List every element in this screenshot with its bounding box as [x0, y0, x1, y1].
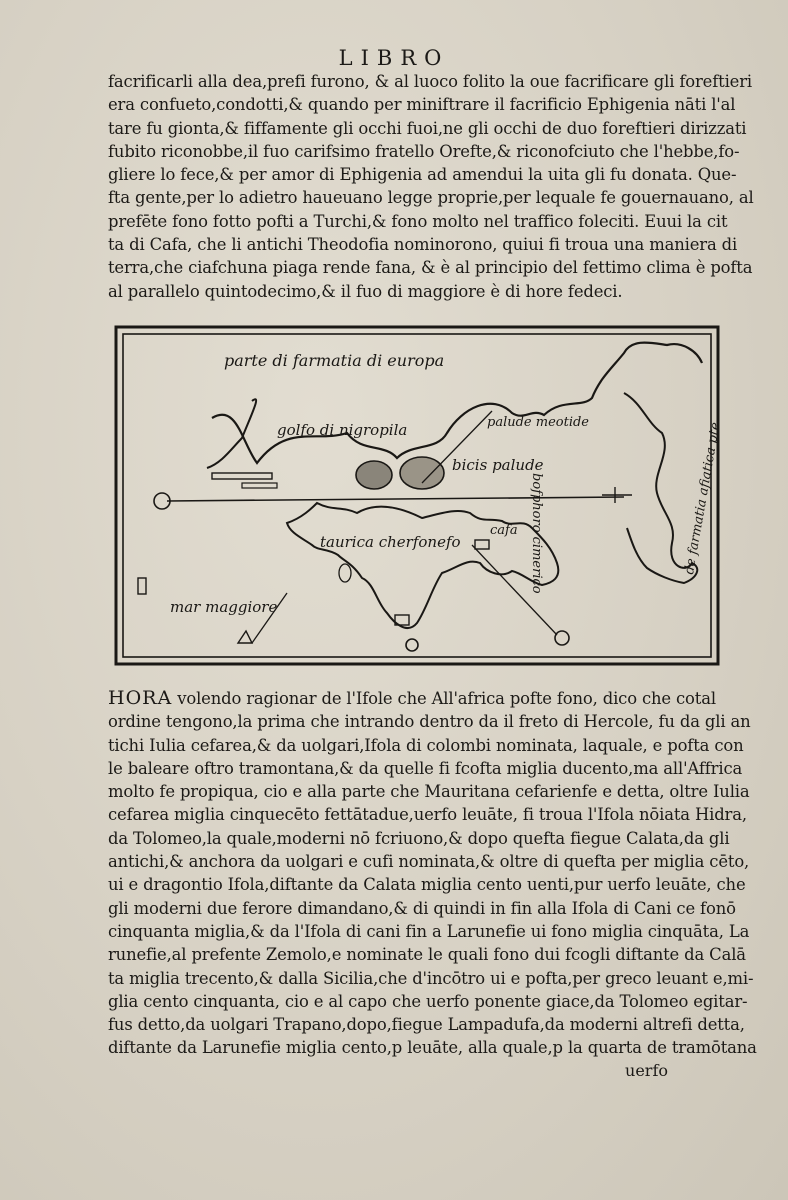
text-line: diftante da Larunefie miglia cento,p leuāte, alla quale,p la quarta de tramōtana: [108, 1038, 757, 1058]
text-line: [108, 687, 718, 710]
text-line: ordine tengono,la prima che intrando dentro da il freto di Hercole, fu da gli an: [108, 712, 751, 732]
text-line: fus detto,da uolgari Trapano,dopo,fiegue Lampadufa,da moderni altrefi detta,: [108, 1015, 745, 1035]
text-line: runefie,al prefente Zemolo,e nominate le quali fono dui fcogli diftante da Calā: [108, 945, 746, 965]
text-line-rest: volendo ragionar de l'Ifole che All'africa pofte fono, dico che cotal: [172, 689, 716, 708]
text-line: cinquanta miglia,& da l'Ifola di cani fin a Larunefie ui fono miglia cinquāta, La: [108, 921, 750, 941]
text-line: gliere lo fece,& per amor di Ephigenia ad amendui la uita gli fu donata. Que-: [108, 165, 737, 185]
catchword: uerfo: [625, 1060, 668, 1080]
label-sarmatia-europa: parte di farmatia di europa: [224, 351, 445, 370]
text-line: ui e dragontio Ifola,diftante da Calata miglia cento uenti,pur uerfo leuāte, che: [108, 875, 746, 895]
text-line: antichi,& anchora da uolgari e cufi nominata,& oltre di quefta per miglia cēto,: [108, 852, 750, 872]
label-mar-maggiore: mar maggiore: [170, 598, 278, 616]
text-line: terra,che ciafchuna piaga rende fana, & è al principio del fettimo clima è pofta: [108, 258, 753, 278]
label-taurica: taurica cherfonefo: [320, 533, 461, 551]
running-head: LIBRO: [338, 46, 450, 70]
label-golfo: golfo di nigropila: [277, 421, 408, 439]
text-line: fubito riconobbe,il fuo carifsimo fratello Orefte,& riconofciuto che l'hebbe,fo-: [108, 141, 740, 161]
paragraph-lower: [108, 687, 757, 1082]
text-line: al parallelo quintodecimo,& il fuo di maggiore è di hore fedeci.: [108, 281, 623, 301]
text-line: cefarea miglia cinquecēto fettātadue,uerfo leuāte, fi troua l'Ifola nōiata Hidra,: [108, 805, 747, 825]
label-sarmatia-asia: de farmatia afiatica pte: [682, 421, 724, 576]
text-line: tichi Iulia cefarea,& da uolgari,Ifola di colombi nominata, laquale, e pofta con: [108, 735, 744, 755]
woodcut-map: [112, 323, 722, 668]
text-line: gli moderni due ferore dimandano,& di quindi in fin alla Ifola di Cani ce fonō: [108, 898, 736, 918]
text-line: le baleare oftro tramontana,& da quelle fi fcofta miglia ducento,ma all'Affrica: [108, 758, 743, 778]
text-line: ta miglia trecento,& dalla Sicilia,che d'incōtro ui e pofta,per greco leuant e,mi-: [108, 968, 754, 988]
text-line: da Tolomeo,la quale,moderni nō fcriuono,& dopo quefta fiegue Calata,da gli: [108, 828, 730, 848]
text-line: ta di Cafa, che li antichi Theodofia nominorono, quiui fi troua una maniera di: [108, 235, 738, 255]
text-line: tare fu gionta,& fiffamente gli occhi fuoi,ne gli occhi de duo foreftieri dirizzati: [108, 118, 747, 138]
text-line: glia cento cinquanta, cio e al capo che uerfo ponente giace,da Tolomeo egitar-: [108, 991, 748, 1011]
text-line: facrificarli alla dea,prefi furono, & al luoco folito la oue facrificare gli foreftieri: [108, 72, 752, 91]
label-bosphoro: bofphoro cimerico: [529, 473, 544, 594]
label-cafa: cafa: [490, 523, 518, 538]
map-drawing: [112, 323, 722, 668]
text-line: era confueto,condotti,& quando per miniftrare il facrificio Ephigenia nāti l'al: [108, 95, 736, 115]
text-line: molto fe propiqua, cio e alla parte che Mauritana cefarienfe e detta, oltre Iulia: [108, 782, 750, 802]
label-palude-meotide: palude meotide: [487, 415, 589, 430]
paragraph-upper: [108, 70, 754, 303]
label-bicis-palude: bicis palude: [452, 456, 544, 474]
text-line: fta gente,per lo adietro haueuano legge proprie,per lequale fe gouernauano, al: [108, 188, 754, 208]
lead-word: HORA: [108, 687, 173, 709]
text-line: prefēte fono fotto pofti a Turchi,& fono molto nel traffico foleciti. Euui la cit: [108, 211, 728, 231]
